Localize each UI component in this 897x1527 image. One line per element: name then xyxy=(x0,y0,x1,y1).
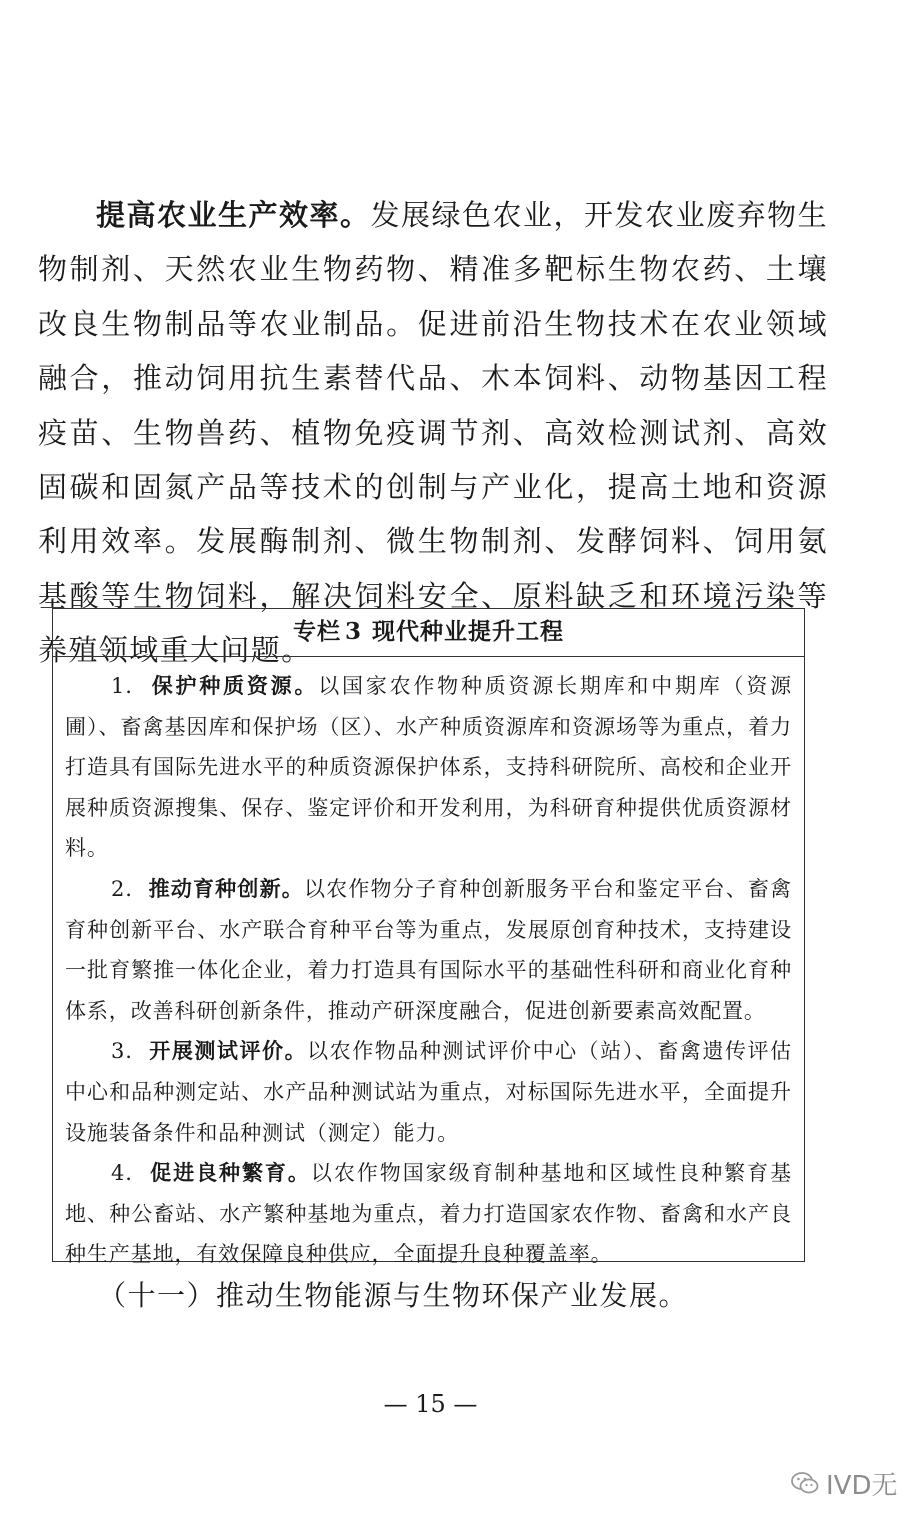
section-heading: （十一）推动生物能源与生物环保产业发展。 xyxy=(98,1279,689,1312)
watermark-text: IVD无 xyxy=(826,1470,897,1501)
item-lead: 促进良种繁育。 xyxy=(150,1161,311,1186)
column-box-title xyxy=(53,609,804,657)
column-item-2 xyxy=(53,869,804,1031)
wechat-icon xyxy=(790,1470,820,1496)
column-item-1 xyxy=(53,666,804,869)
intro-lead: 提高农业生产效率。 xyxy=(96,198,371,232)
item-lead: 保护种质资源。 xyxy=(151,674,319,698)
item-body: 以国家农作物种质资源长期库和中期库（资源圃）、畜禽基因库和保护场（区）、水产种质资源库和资源场等为重点，着力打造具有国际先进水平的种质资源保护体系，支持科研院所、高校和企业开展种质资源搜集、保存、鉴定评价和开发利用，为科研育种提供优质资源材料。 xyxy=(65,674,793,861)
column-box-title-number: 3 xyxy=(344,618,362,645)
page-number: — 15 — xyxy=(383,1390,478,1418)
column-box xyxy=(52,608,805,1267)
item-number: 2. xyxy=(111,876,133,901)
item-lead: 开展测试评价。 xyxy=(149,1039,308,1064)
watermark xyxy=(790,1465,897,1501)
item-lead: 推动育种创新。 xyxy=(148,876,304,901)
column-box-title-text: 现代种业提升工程 xyxy=(372,619,564,645)
item-body: 以农作物品种测试评价中心（站）、畜禽遗传评估中心和品种测定站、水产品种测试站为重点，对标国际先进水平，全面提升设施装备条件和品种测试（测定）能力。 xyxy=(65,1039,792,1145)
item-number: 4. xyxy=(111,1161,133,1186)
column-item-4 xyxy=(53,1153,804,1275)
column-box-title-prefix: 专栏 xyxy=(292,619,341,645)
column-item-3 xyxy=(53,1031,804,1153)
item-body: 以农作物分子育种创新服务平台和鉴定平台、畜禽育种创新平台、水产联合育种平台等为重点，发展原创育种技术，支持建设一批育繁推一体化企业，着力打造具有国际水平的基础性科研和商业化育种体系，改善科研创新条件，推动产研深度融合，促进创新要素高效配置。 xyxy=(65,876,792,1023)
intro-body: 发展绿色农业，开发农业废弃物生物制剂、天然农业生物药物、精准多靶标生物农药、土壤改良生物制品等农业制品。促进前沿生物技术在农业领域融合，推动饲用抗生素替代品、木本饲料、动物基因工程疫苗、生物兽药、植物免疫调节剂、高效检测试剂、高效固碳和固氮产品等技术的创制与产业化，提高土地和资源利用效率。发展酶制剂、微生物制剂、发酵饲料、饲用氨基酸等生物饲料，解决饲料安全、原料缺乏和环境污染等养殖领域重大问题。 xyxy=(38,198,828,668)
intro-paragraph xyxy=(38,188,828,678)
item-body: 以农作物国家级育制种基地和区域性良种繁育基地、种公畜站、水产繁种基地为重点，着力打造国家农作物、畜禽和水产良种生产基地，有效保障良种供应，全面提升良种覆盖率。 xyxy=(65,1161,792,1267)
item-number: 3. xyxy=(111,1039,133,1064)
item-number: 1. xyxy=(111,674,133,698)
